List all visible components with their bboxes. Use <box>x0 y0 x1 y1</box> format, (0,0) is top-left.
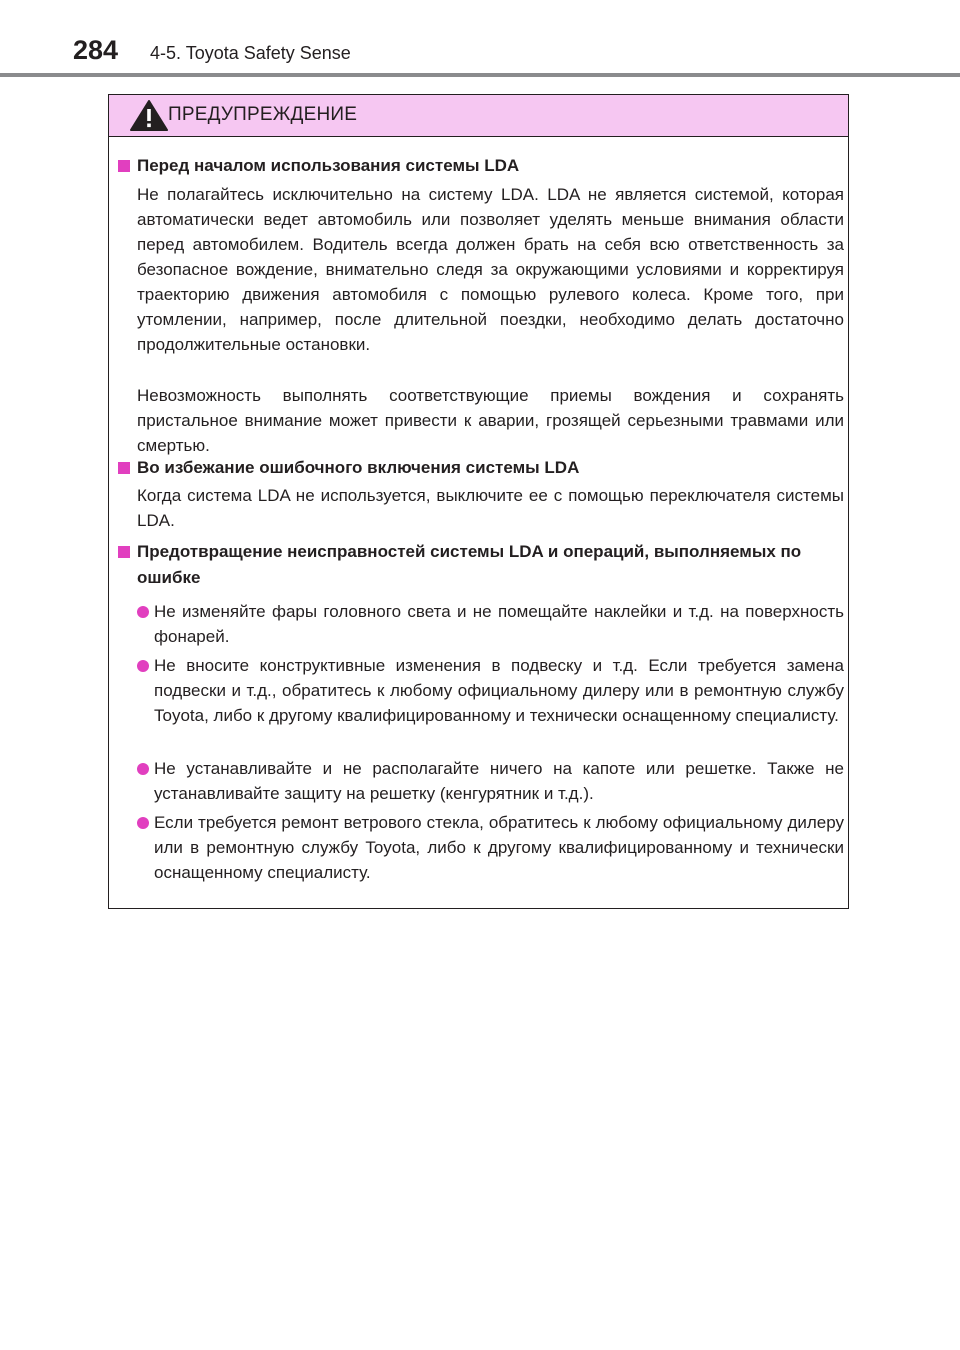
square-bullet-icon <box>118 546 130 558</box>
warning-header <box>109 95 848 137</box>
list-item <box>154 810 844 885</box>
page-header <box>0 0 960 80</box>
square-bullet-icon <box>118 160 130 172</box>
round-bullet-icon <box>137 606 149 618</box>
section-title-text: Предотвращение неисправностей системы LDA и операций, выполняемых по ошибке <box>137 542 802 587</box>
header-rule <box>0 73 960 77</box>
list-item <box>154 653 844 728</box>
round-bullet-icon <box>137 817 149 829</box>
list-item-text: Не устанавливайте и не располагайте ничего на капоте или решетке. Также не устанавливайте защиту на решетку (кенгурятник и т.д.). <box>154 759 844 803</box>
page-number: 284 <box>73 35 119 65</box>
warning-title: ПРЕДУПРЕЖДЕНИЕ <box>168 104 358 125</box>
section-title <box>137 153 844 179</box>
warning-box <box>108 94 849 909</box>
list-item-text: Не вносите конструктивные изменения в подвеску и т.д. Если требуется замена подвески и т.д., обратитесь к любому официальному дилеру или в ремонтную службу Toyota, либо к другому квалифицированному и технически оснащенному специалисту. <box>154 656 844 725</box>
paragraph: Не полагайтесь исключительно на систему LDA. LDA не является системой, которая автоматически ведет автомобиль или позволяет уделять меньше внимания области перед автомобилем. Водитель всегда должен брать на себя всю ответственность за безопасное вождение, внимательно следя за окружающими условиями и корректируя траекторию движения автомобиля с помощью рулевого колеса. Кроме того, при утомлении, например, после длительной поездки, необходимо делать достаточно продолжительные остановки. <box>137 185 844 354</box>
list-item-text: Если требуется ремонт ветрового стекла, обратитесь к любому официальному дилеру или в ремонтную службу Toyota, либо к другому квалифицированному и технически оснащенному специалисту. <box>154 813 844 882</box>
section-title <box>137 539 844 591</box>
section-title-text: Перед началом использования системы LDA <box>137 156 520 175</box>
list-item-text: Не изменяйте фары головного света и не помещайте наклейки и т.д. на поверхность фонарей. <box>154 602 844 646</box>
section-title <box>137 455 844 481</box>
list-item <box>154 756 844 806</box>
list-item <box>154 599 844 649</box>
paragraph: Когда система LDA не используется, выключите ее с помощью переключателя системы LDA. <box>137 486 844 530</box>
warning-triangle-icon <box>129 99 169 132</box>
section-title-text: Во избежание ошибочного включения системы LDA <box>137 458 580 477</box>
chapter-title: 4-5. Toyota Safety Sense <box>150 43 351 63</box>
square-bullet-icon <box>118 462 130 474</box>
round-bullet-icon <box>137 660 149 672</box>
round-bullet-icon <box>137 763 149 775</box>
paragraph: Невозможность выполнять соответствующие приемы вождения и сохранять пристальное внимание может привести к аварии, грозящей серьезными травмами или смертью. <box>137 386 844 455</box>
